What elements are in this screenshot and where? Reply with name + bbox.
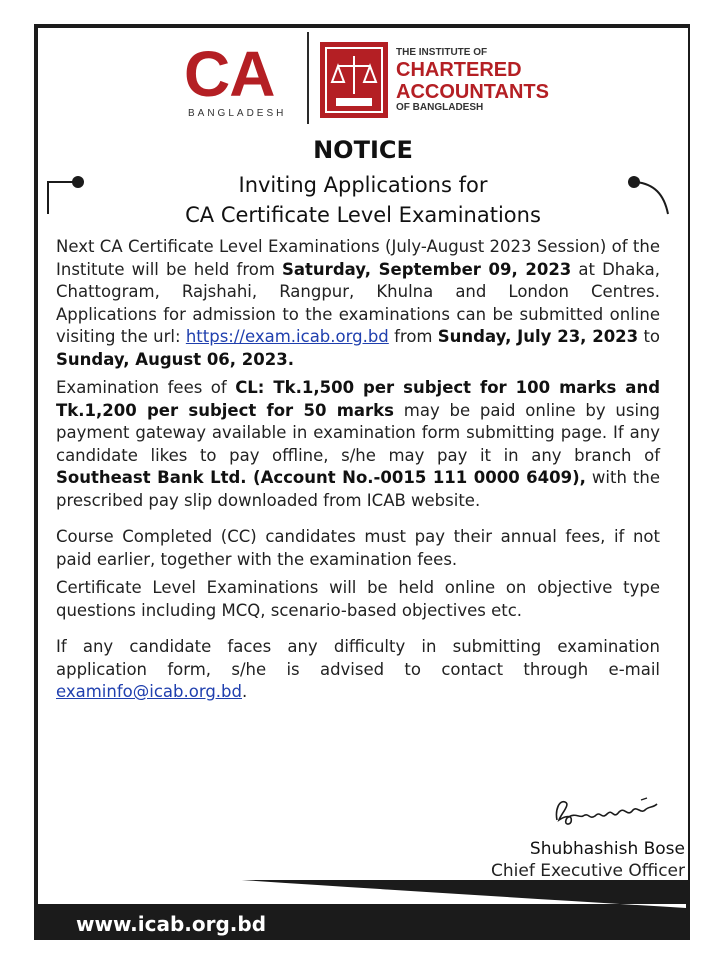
ca-bangladesh-logo — [184, 38, 304, 122]
signature-image — [545, 790, 685, 834]
text: . — [242, 682, 248, 701]
ca-logo-letters: CA — [184, 38, 275, 110]
subtitle-line-1: Inviting Applications for — [238, 173, 488, 197]
signer-name: Shubhashish Bose — [529, 839, 685, 859]
text: with the prescribed pay slip downloaded from ICAB website. — [56, 468, 661, 510]
logo-divider — [307, 32, 309, 124]
footer-website[interactable]: www.icab.org.bd — [76, 912, 267, 936]
paragraph-online-exam: Certificate Level Examinations will be held online on objective type questions including MCQ, scenario-based objectives etc. — [56, 578, 660, 620]
text: If any candidate faces any difficulty in submitting examination application form, s/he is advised to contact through e-mail — [56, 637, 660, 679]
application-end-date: Sunday, August 06, 2023. — [56, 349, 294, 369]
notice-paper — [38, 28, 688, 880]
paragraph-schedule — [56, 236, 660, 371]
paragraph-cc-candidates: Course Completed (CC) candidates must pay their annual fees, if not paid earlier, together with the examination fees. — [56, 527, 660, 569]
signature-block — [491, 790, 685, 882]
header — [38, 28, 688, 138]
text: from — [388, 327, 438, 346]
paragraph-fees — [56, 377, 660, 512]
institute-name-logo — [396, 48, 549, 113]
text: Next CA Certificate Level Examinations (July-August 2023 Session) of the Institute will be held from — [56, 237, 660, 279]
text: Examination fees of — [56, 378, 236, 397]
ca-logo-subtitle: BANGLADESH — [188, 108, 287, 119]
bank-account: Southeast Bank Ltd. (Account No.-0015 111 0000 6409), — [56, 468, 586, 487]
subtitle-line-2: CA Certificate Level Examinations — [185, 203, 541, 227]
institute-accountants: ACCOUNTANTS — [396, 81, 549, 103]
institute-chartered: CHARTERED — [396, 59, 522, 81]
institute-top-line: THE INSTITUTE OF — [396, 47, 488, 58]
institute-bottom-line: OF BANGLADESH — [396, 102, 484, 113]
contact-email-link[interactable]: examinfo@icab.org.bd — [56, 682, 242, 701]
notice-subtitle — [38, 170, 688, 230]
signer-title: Chief Executive Officer — [491, 861, 685, 881]
exam-date: Saturday, September 09, 2023 — [282, 259, 572, 279]
text: may be paid online by using payment gateway available in examination form submitting page. If any candidate likes to pay offline, s/he may pay it in any branch of — [56, 400, 660, 465]
notice-body — [56, 236, 660, 710]
application-start-date: Sunday, July 23, 2023 — [437, 327, 639, 346]
institute-crest-icon — [320, 42, 388, 118]
exam-portal-link[interactable]: https://exam.icab.org.bd — [185, 327, 389, 346]
text: to — [638, 327, 661, 346]
fee-amounts: CL: Tk.1,500 per subject for 100 marks and Tk.1,200 per subject for 50 marks — [56, 378, 661, 420]
notice-title: NOTICE — [313, 136, 413, 164]
paragraph-contact — [56, 636, 660, 704]
text: at Dhaka, Chattogram, Rajshahi, Rangpur, Khulna and London Centres. Applications for admission to the examinations can be submitted online visiting the url: — [56, 259, 660, 346]
